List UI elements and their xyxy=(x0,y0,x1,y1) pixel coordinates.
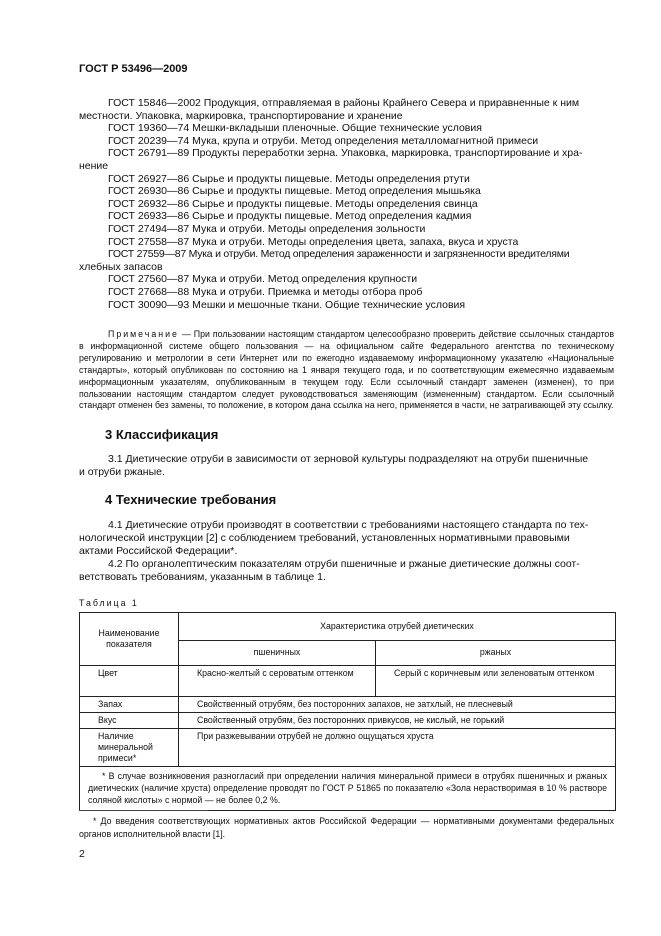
reference-line: ГОСТ 27559—87 Мука и отруби. Метод определения зараженности и загрязненности вредителями xyxy=(108,248,570,261)
reference-item xyxy=(79,135,614,148)
reference-line: ГОСТ 15846—2002 Продукция, отправляемая в районы Крайнего Севера и приравненные к ним xyxy=(108,97,580,109)
reference-line: нение xyxy=(79,159,109,172)
note-label: Примечание xyxy=(108,329,179,339)
row-name: Наличие минеральной примеси* xyxy=(80,729,179,767)
reference-item xyxy=(79,236,614,249)
reference-line: ГОСТ 26930—86 Сырье и продукты пищевые. Метод определения мышьяка xyxy=(108,185,481,198)
reference-item xyxy=(79,173,614,186)
table-footnote xyxy=(80,767,616,811)
reference-line: ГОСТ 27560—87 Мука и отруби. Метод определения крупности xyxy=(108,273,418,286)
reference-line: ГОСТ 26932—86 Сырье и продукты пищевые. Методы определения свинца xyxy=(108,197,478,210)
row-value: При разжевывании отрубей не должно ощущаться хруста xyxy=(179,729,616,767)
footnote-divider xyxy=(79,810,209,811)
row-value-rye: Серый с коричневым или зеленоватым оттенком xyxy=(376,666,616,697)
column-header-wheat: пшеничных xyxy=(179,640,376,665)
column-header-group: Характеристика отрубей диетических xyxy=(179,613,616,641)
reference-item xyxy=(79,122,614,135)
table-row xyxy=(80,697,616,713)
reference-line: ГОСТ 27494—87 Мука и отруби. Методы определения зольности xyxy=(108,222,426,235)
reference-item xyxy=(79,198,614,211)
row-name: Вкус xyxy=(80,713,179,729)
reference-item xyxy=(79,210,614,223)
row-value: Свойственный отрубям, без посторонних привкусов, не кислый, не горький xyxy=(179,713,616,729)
reference-line: ГОСТ 30090—93 Мешки и мешочные ткани. Общие технические условия xyxy=(108,298,466,311)
reference-line: ГОСТ 26933—86 Сырье и продукты пищевые. Метод определения кадмия xyxy=(108,210,472,223)
page-footnote xyxy=(79,815,614,840)
references-note xyxy=(79,329,614,412)
table-row xyxy=(80,713,616,729)
note-text: — При пользовании настоящим стандартом целесообразно проверить действие ссылочных стандартов в информационной системе общего пользования — на официальном сайте Федерального агентства по техническому регулированию и метрологии в сети Интернет или по ежегодно издаваемому информационному указателю «Национальные стандарты», который опубликован по состоянию на 1 января текущего года, и по соответствующим ежемесячно издаваемым информационным указателям, опубликованным в текущем году. Если ссылочный стандарт заменен (изменен), то при пользовании настоящим стандартом следует руководствоваться заменяющим (измененным) стандартом. Если ссылочный стандарт отменен без замены, то положение, в котором дана ссылка на него, применяется в части, не затрагивающей эту ссылку. xyxy=(79,329,614,411)
paragraph-3-1 xyxy=(79,453,614,479)
table-footnote-row xyxy=(80,767,616,811)
row-value-wheat: Красно-желтый с сероватым оттенком xyxy=(179,666,376,697)
reference-line: ГОСТ 20239—74 Мука, крупа и отруби. Метод определения металломагнитной примеси xyxy=(108,134,539,147)
reference-line: хлебных запасов xyxy=(79,260,163,273)
paragraph-line: актами Российской Федерации*. xyxy=(79,544,238,557)
reference-item xyxy=(79,147,614,172)
reference-item xyxy=(79,223,614,236)
reference-item xyxy=(79,273,614,286)
row-value: Свойственный отрубям, без посторонних запахов, не затхлый, не плесневый xyxy=(179,697,616,713)
paragraph-4-2 xyxy=(79,558,614,584)
reference-item xyxy=(79,248,614,273)
page-number: 2 xyxy=(79,848,85,860)
table-row xyxy=(80,666,616,697)
section-3-title: 3 Классификация xyxy=(105,427,219,442)
column-header-rye: ржаных xyxy=(376,640,616,665)
reference-item xyxy=(79,286,614,299)
table-header-row xyxy=(80,613,616,641)
document-header-code: ГОСТ Р 53496—2009 xyxy=(79,63,188,75)
reference-line: ГОСТ 19360—74 Мешки-вкладыши пленочные. Общие технические условия xyxy=(108,122,482,135)
reference-item xyxy=(79,299,614,312)
paragraph-line: нологической инструкции [2] с соблюдением требований, установленных нормативными правовыми xyxy=(79,531,570,544)
table-1 xyxy=(79,612,616,811)
table-row xyxy=(80,729,616,767)
reference-line: ГОСТ 26927—86 Сырье и продукты пищевые. Методы определения ртути xyxy=(108,172,470,185)
paragraph-line: 4.2 По органолептическим показателям отруби пшеничные и ржаные диетические должны соот- xyxy=(108,558,580,570)
table-caption: Таблица 1 xyxy=(79,598,139,608)
paragraph-line: 3.1 Диетические отруби в зависимости от зерновой культуры подразделяют на отруби пшеничные xyxy=(108,453,589,465)
page-footnote-text: * До введения соответствующих нормативных актов Российской Федерации — нормативными документами федеральных органов исполнительной власти [1]. xyxy=(79,816,614,839)
reference-item xyxy=(79,97,614,122)
reference-line: ГОСТ 26791—89 Продукты переработки зерна. Упаковка, маркировка, транспортирование и хра- xyxy=(108,147,583,160)
row-name: Запах xyxy=(80,697,179,713)
table-footnote-text: * В случае возникновения разногласий при определении наличия минеральной примеси в отрубях пшеничных и ржаных диетических (наличие хруста) определение проводят по ГОСТ Р 51865 по показателю «Зола нерастворимая в 10 % растворе соляной кислоты» с нормой — не более 0,2 %. xyxy=(88,771,607,805)
paragraph-4-1 xyxy=(79,519,614,557)
reference-line: местности. Упаковка, маркировка, транспортирование и хранение xyxy=(79,109,403,122)
paragraph-line: и отруби ржаные. xyxy=(79,465,165,478)
row-name: Цвет xyxy=(80,666,179,697)
reference-line: ГОСТ 27668—88 Мука и отруби. Приемка и методы отбора проб xyxy=(108,285,423,298)
reference-item xyxy=(79,185,614,198)
paragraph-line: ветствовать требованиям, указанным в таблице 1. xyxy=(79,570,326,583)
reference-line: ГОСТ 27558—87 Мука и отруби. Методы определения цвета, запаха, вкуса и хруста xyxy=(108,235,519,248)
paragraph-line: 4.1 Диетические отруби производят в соответствии с требованиями настоящего стандарта по тех- xyxy=(108,519,589,531)
normative-references-list xyxy=(79,97,614,311)
column-header-name: Наименование показателя xyxy=(80,613,179,666)
section-4-title: 4 Технические требования xyxy=(105,492,277,507)
